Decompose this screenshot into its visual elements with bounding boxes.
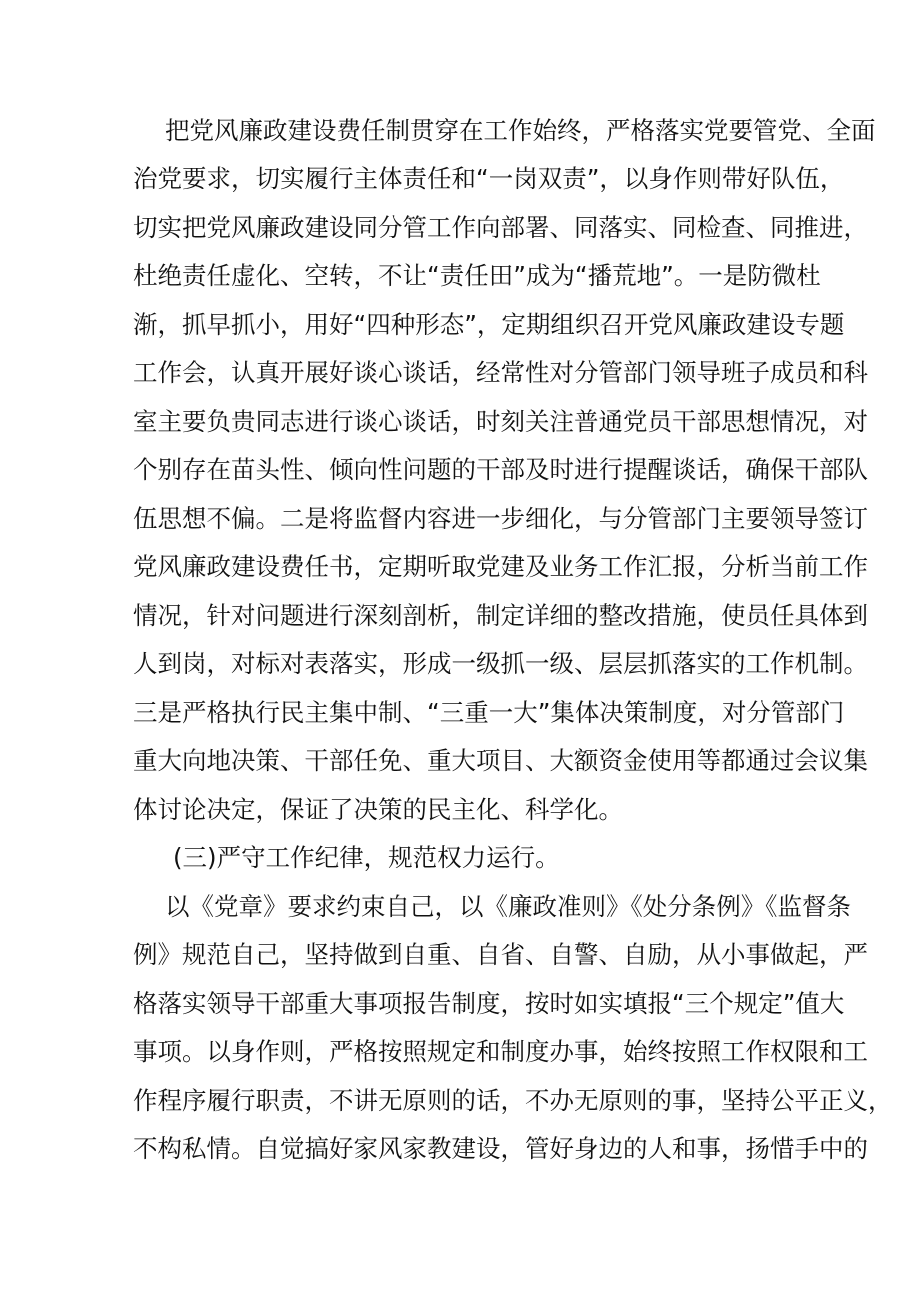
paragraph-1-line-4: 杜绝责任虚化、空转，不让“责任田”成为“播荒地”。一是防微杜 — [133, 261, 821, 290]
paragraph-2-line-1: 以《党章》要求约束自己，以《廉政准则》《处分条例》《监督条 — [165, 892, 851, 921]
paragraph-1-line-3: 切实把党风廉政建设同分管工作向部署、同落实、同检查、同推进， — [133, 213, 868, 242]
paragraph-1-line-15: 体讨论决定，保证了决策的民主化、科学化。 — [133, 795, 623, 824]
paragraph-1-line-11: 情况，针对问题进行深刻剖析，制定详细的整改措施，使员任具体到 — [133, 601, 868, 630]
paragraph-1-line-1: 把党风廉政建设费任制贯穿在工作始终，严格落实党要管党、全面 — [165, 116, 876, 145]
paragraph-1-line-8: 个别存在苗头性、倾向性问题的干部及时进行提醒谈话，确保干部队 — [133, 455, 868, 484]
paragraph-1-line-10: 党风廉政建设费任书，定期听取党建及业务工作汇报，分析当前工作 — [133, 552, 868, 581]
section-heading-3: (三)严守工作纪律，规范权力运行。 — [173, 843, 560, 872]
paragraph-1-line-12: 人到岗，对标对表落实，形成一级抓一级、层层抓落实的工作机制。 — [133, 649, 868, 678]
paragraph-2-line-3: 格落实领导干部重大事项报告制度，按时如实填报“三个规定”值大 — [133, 989, 845, 1018]
paragraph-1-line-5: 渐，抓早抓小，用好“四种形态”，定期组织召开党风廉政建设专题 — [133, 310, 845, 339]
paragraph-1-line-9: 伍思想不偏。二是将监督内容进一步细化，与分管部门主要领导签订 — [133, 504, 868, 533]
paragraph-2-line-4: 事项。以身作则，严格按照规定和制度办事，始终按照工作权限和工 — [133, 1037, 868, 1066]
paragraph-1-line-13: 三是严格执行民主集中制、“三重一大”集体决策制度，对分管部门 — [133, 698, 845, 727]
paragraph-1-line-7: 室主要负贵同志进行谈心谈话，时刻关注普通党员干部思想情况，对 — [133, 407, 868, 436]
paragraph-2-line-6: 不构私情。自觉搞好家风家教建设，管好身边的人和事，扬惜手中的 — [133, 1134, 868, 1163]
paragraph-2-line-5: 作程序履行职责，不讲无原则的话，不办无原则的事，坚持公平正义， — [133, 1086, 893, 1115]
paragraph-1-line-6: 工作会，认真开展好谈心谈话，经常性对分管部门领导班子成员和科 — [133, 358, 868, 387]
paragraph-1-line-2: 治党要求，切实履行主体责任和“一岗双责”，以身作则带好队伍， — [133, 164, 845, 193]
paragraph-1-line-14: 重大向地决策、干部任免、重大项目、大额资金使用等都通过会议集 — [133, 746, 868, 775]
paragraph-2-line-2: 例》规范自己，坚持做到自重、自省、自警、自励，从小事做起，严 — [133, 940, 868, 969]
